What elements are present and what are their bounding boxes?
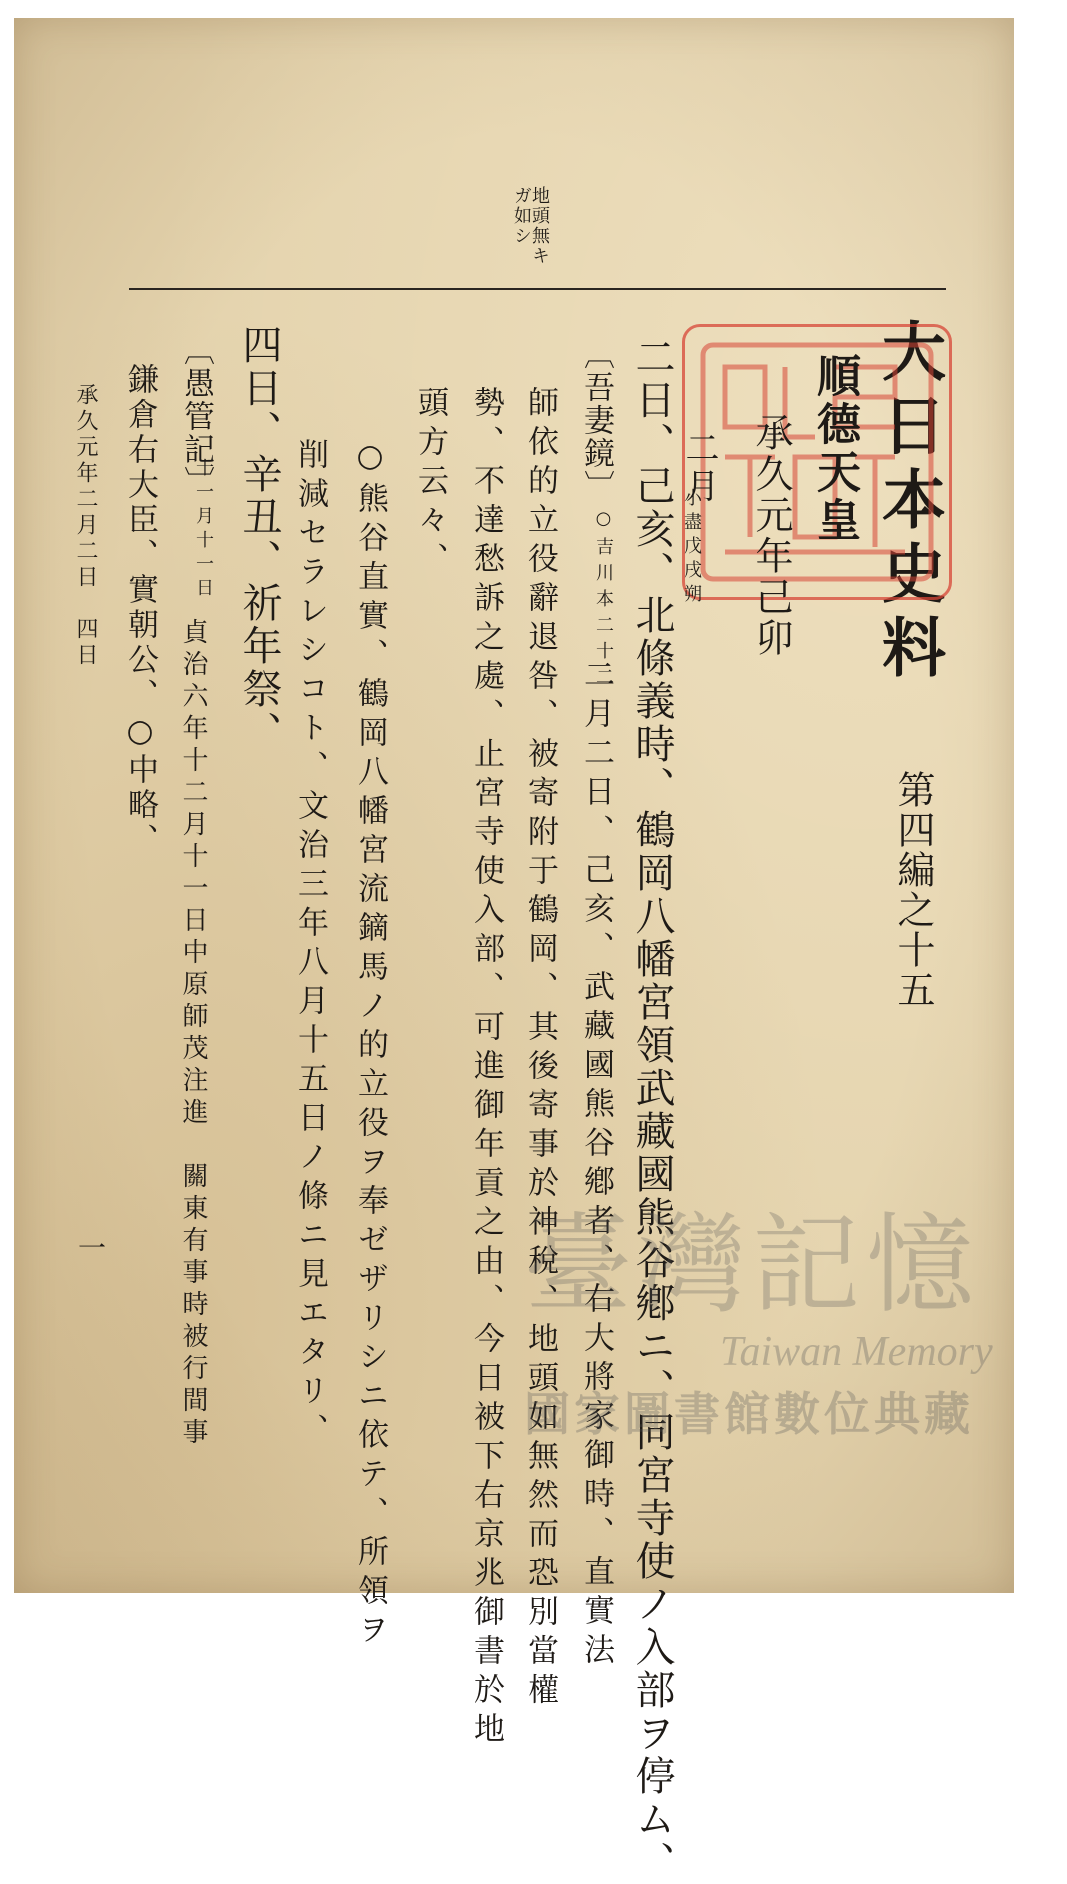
entry-1-note-2: 削減セラレシコト、文治三年八月十五日ノ條ニ見エタリ、	[292, 438, 328, 1452]
library-watermark	[524, 1178, 993, 1458]
entry-1-note-1: ○熊谷直實、鶴岡八幡宮流鏑馬ノ的立役ヲ奉ゼザリシニ依テ、所領ヲ	[352, 438, 388, 1652]
page-paper	[14, 18, 1014, 1884]
era-heading: 承久元年己卯	[749, 413, 793, 659]
month-heading: 二月	[679, 430, 719, 506]
entry-2-line-2: 鎌倉右大臣、實朝公、○中略、	[122, 363, 158, 858]
entry-2-line-1: 貞治六年十二月十一日中原師茂注進 關東有事時被行間事	[178, 618, 208, 1450]
header-rule	[129, 288, 946, 290]
watermark-sub-text: 國家圖書館數位典藏	[524, 1387, 974, 1441]
page-number: 一	[74, 1233, 107, 1261]
running-footer: 承久元年二月二日 四日	[73, 383, 98, 669]
emperor-heading: 順德天皇	[809, 353, 860, 545]
entry-1-source-note: ○吉川本二十二	[593, 508, 614, 693]
watermark-main-text: 臺灣記憶	[524, 1203, 981, 1328]
entry-2-source-note: 十一月十一日	[193, 458, 214, 602]
volume-label: 第四編之十五	[891, 770, 935, 1010]
headnote-line-1: 地頭無キ	[529, 186, 550, 266]
month-note: 小盡戊戌朔	[681, 488, 702, 608]
entry-1-line-2: 師依的立役辭退咎、被寄附于鶴岡、其後寄事於神稅、地頭如無然而恐別當權	[522, 386, 558, 1712]
entry-1-line-4: 頭方云々、	[412, 386, 448, 581]
entry-1-heading: 二日、己亥、北條義時、鶴岡八幡宮領武藏國熊谷鄕ニ、同宮寺使ノ入部ヲ停ム、	[629, 336, 675, 1884]
entry-2-source: 〔愚管記〕	[178, 334, 214, 499]
watermark-english-text: Taiwan Memory	[720, 1329, 993, 1375]
entry-2-heading: 四日、辛丑、祈年祭、	[236, 324, 282, 754]
entry-1-source: 〔吾妻鏡〕	[578, 338, 614, 503]
entry-1-line-1: 二月二日、己亥、武藏國熊谷鄕者、右大將家御時、直實法	[578, 658, 614, 1672]
headnote-line-2: ガ如シ	[511, 186, 532, 246]
book-title: 大日本史料	[871, 318, 946, 688]
entry-1-line-3: 勢、不達愁訴之處、止宮寺使入部、可進御年貢之由、今日被下右京兆御書於地	[468, 386, 504, 1751]
